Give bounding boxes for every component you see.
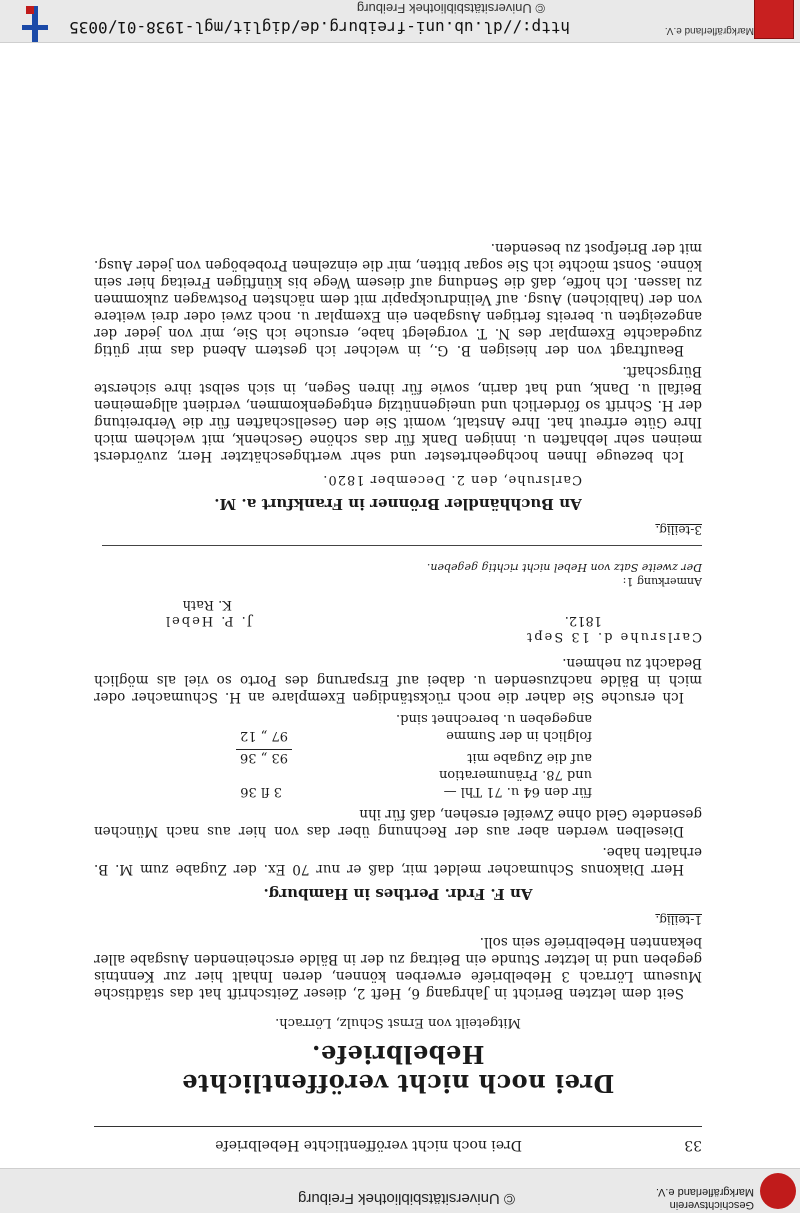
closing-year: 1812. [564, 613, 602, 628]
letter1-paragraph-2: Dieselben werden aber aus der Rechnung über das von hier aus nach München gesendete Geld ohne Zweifel ersehen, daß für ihn [94, 806, 702, 839]
letter1-paragraph-3: Ich ersuche Sie daher die noch rückständigen Exemplare an H. Schumacher oder mich in Bälde nachzusenden u. dabei auf Ersparung des Porto so viel als möglich Bedacht zu nehmen. [94, 655, 702, 705]
letter2-date: Carlsruhe, den 2. December 1820. [322, 472, 582, 487]
footer-library-credit: © Universitätsbibliothek Freiburg [356, 1, 545, 16]
document-body [94, 235, 702, 1153]
permalink-url[interactable]: http://dl.ub.uni-freiburg.de/diglit/mgl-1938-01/0035 [69, 18, 570, 37]
calc-line: für den 64 u. 71 Thl — [443, 784, 592, 799]
article-title: Drei noch nicht veröffentlichte Hebelbriefe. [181, 1040, 615, 1098]
page-number: 33 [684, 1137, 702, 1153]
letter1-paragraph-1: Herr Diakonus Schumacher meldet mir, daß er nur 70 Ex. der Zugabe zum M. B. erhalten habe. [94, 844, 702, 877]
footnote [94, 560, 702, 588]
calc-line: auf die Zugabe mit [467, 750, 592, 765]
calc-line: folglich in der Summe [446, 728, 592, 743]
letter2-paragraph-2: Beauftragt von der hiesigen B. G., in welcher ich gestern Abend das mir gütig zugedachte Exemplar des N. T. vorgelegt habe, ersuche ich Sie, mir von jeder der angezeigten u. bereits fertigen Ausgaben ein Exemplar u. noch zwei oder drei weitere von der (halbichen) Ausg. auf Velindruckpapir mit dem nächsten Postwagen zukommen zu lassen. Ich hoffe, daß die Sendung auf diesem Wege bis künftigen Freitag hier sein könne. Sonst möchte ich Sie sogar bitten, mir die einzelnen Probebögen von jeder Ausg. mit der Briefpost zu besenden. [94, 240, 702, 358]
calc-total: 97 „ 12 [239, 728, 288, 743]
coat-of-arms-icon [754, 0, 794, 39]
letter2-signature-label: 3-teilig. [655, 523, 702, 537]
library-credit: © Universitätsbibliothek Freiburg [298, 1190, 515, 1207]
closing-place: Carlsruhe d. 13 Sept [525, 629, 702, 644]
footnote-text: Der zweite Satz von Hebel nicht richtig gegeben. [426, 561, 702, 574]
letter1-closing [94, 592, 702, 644]
verein-logo-icon [760, 1173, 796, 1209]
university-logo-icon [22, 6, 48, 42]
section-divider [102, 545, 702, 546]
footer-verein-label: Markgräflerland e.V. [664, 25, 754, 36]
library-footer-bar [0, 0, 800, 43]
closing-title: K. Rath [182, 597, 232, 612]
calc-line: und 78. Pränumeration [438, 767, 592, 782]
library-header-bar [0, 1168, 800, 1213]
letter1-heading: An F. Frdr. Perthes in Hamburg. [263, 885, 533, 903]
calc-amount: 3 fl 36 [240, 784, 282, 799]
letter1-signature-label: 1-teilig. [655, 913, 702, 927]
calc-line: angegeben u. berechnet sind. [396, 711, 592, 726]
letter2-heading: An Buchhändler Brönner in Frankfurt a. M. [214, 495, 582, 513]
running-head-title: Drei noch nicht veröffentlichte Hebelbriefe [215, 1137, 522, 1153]
footnote-label: Anmerkung 1: [622, 575, 702, 588]
verein-label: Geschichtsverein Markgräflerland e.V. [655, 1186, 754, 1211]
article-author: Mitgeteilt von Ernst Schulz, Lörrach. [275, 1015, 521, 1030]
intro-paragraph: Seit dem letzten Bericht in Jahrgang 6, Heft 2, dieser Zeitschrift hat das städtische Museum Lörrach 3 Hebelbriefe erwerben können, deren Inhalt hier zur Kenntnis gegeben und in letzter Stunde ein Beitrag zu der in Bälde erscheinenden Ausgabe aller bekannten Hebelbriefe sein soll. [94, 934, 702, 1001]
letter1-calculation [94, 711, 702, 799]
letter2-paragraph-1: Ich bezeuge Ihnen hochgeehrtester und sehr werthgeschätzter Herr, zuvörderst meinen sehr lebhaften u. innigen Dank für das schöne Geschenk, mit welchem mich Ihre Güte erfreut hat. Ihre Anstalt, womit Sie den Gesellschaften für die Verbreitung der H. Schrift so förderlich und uneigennützig entgegenkommen, verdient allgemeinen Beifall u. Dank, und hat darin, sowie für ihren Segen, in sich selbst ihre sicherste Bürgschaft. [94, 363, 702, 464]
calc-amount: 93 „ 36 [236, 749, 292, 765]
running-head [94, 1126, 702, 1153]
closing-signature: J. P. Hebel [163, 613, 252, 628]
